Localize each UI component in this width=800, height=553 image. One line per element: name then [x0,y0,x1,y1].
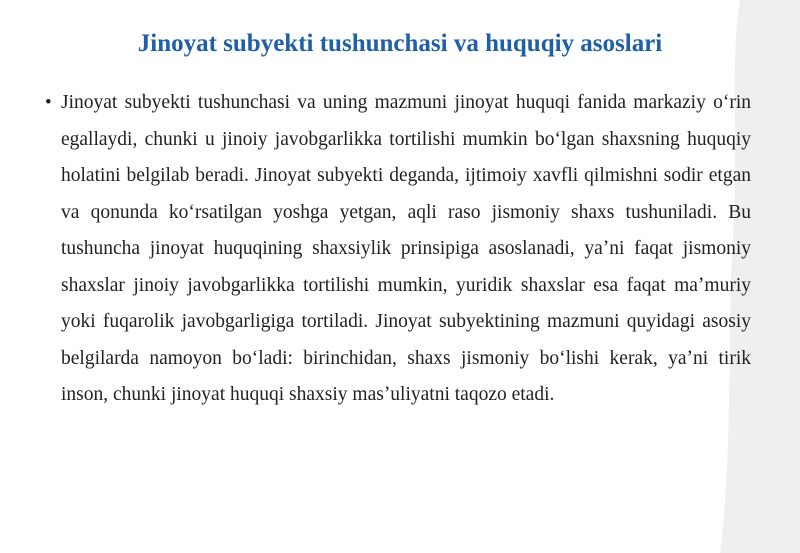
bullet-icon: • [45,92,52,113]
bullet-item [45,85,751,414]
bullet-list [45,85,751,414]
slide-title: Jinoyat subyekti tushunchasi va huquqiy asoslari [137,30,663,57]
body-paragraph: Jinoyat subyekti tushunchasi va uning mazmuni jinoyat huquqi fanida markaziy oʻrin egallaydi, chunki u jinoiy javobgarlikka tortilishi mumkin boʻlgan shaxsning huquqiy holatini belgilab beradi. Jinoyat subyekti deganda, ijtimoiy xavfli qilmishni sodir etgan va qonunda koʻrsatilgan yoshga yetgan, aqli raso jismoniy shaxs tushuniladi. Bu tushuncha jinoyat huquqining shaxsiylik prinsipiga asoslanadi, yaʼni faqat jismoniy shaxslar jinoiy javobgarlikka tortilishi mumkin, yuridik shaxslar esa faqat maʼmuriy yoki fuqarolik javobgarligiga tortiladi. Jinoyat subyektining mazmuni quyidagi asosiy belgilarda namoyon boʻladi: birinchidan, shaxs jismoniy boʻlishi kerak, yaʼni tirik inson, chunki jinoyat huquqi shaxsiy masʼuliyatni taqozo etadi. [61,92,751,405]
